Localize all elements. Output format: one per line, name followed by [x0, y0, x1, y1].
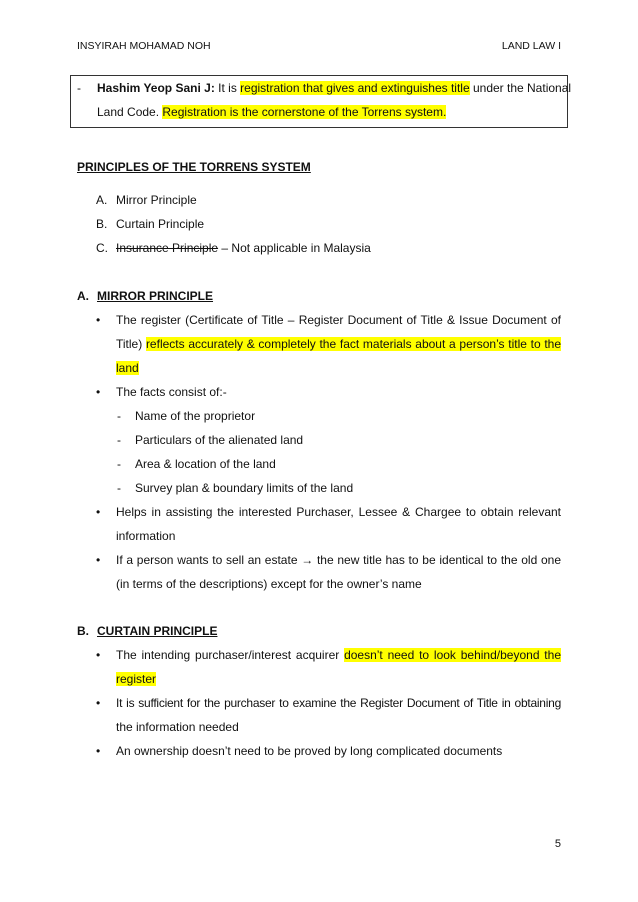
- curtain-b1-highlight: doesn’t need to look behind/beyond the: [344, 648, 561, 662]
- quote-box: [70, 75, 572, 128]
- mirror-b1-highlight-end: land: [116, 361, 139, 375]
- mirror-b1-line2: [116, 337, 561, 351]
- mirror-b4-line1: [116, 553, 561, 567]
- fact-dash: -: [117, 409, 121, 423]
- principle-curtain: Curtain Principle: [116, 217, 205, 231]
- fact-dash: -: [117, 481, 121, 495]
- mirror-b4-pre: If a person wants to sell an estate: [116, 553, 302, 567]
- quote-pre: It is: [214, 81, 241, 95]
- fact-item: Particulars of the alienated land: [135, 433, 304, 447]
- bullet: •: [96, 696, 101, 710]
- quote-highlight-2: Registration is the cornerstone of the Torrens system.: [162, 105, 447, 119]
- principle-marker-c: C.: [96, 241, 108, 255]
- header-course: LAND LAW I: [501, 40, 561, 52]
- fact-item: Survey plan & boundary limits of the land: [135, 481, 354, 495]
- curtain-b1-pre: The intending purchaser/interest acquirer: [116, 648, 345, 662]
- mirror-b3-line2: information: [116, 529, 176, 543]
- quote-dash: -: [77, 81, 81, 95]
- mirror-b4-post: the new title has to be identical to the old one: [313, 553, 561, 567]
- principle-insurance: [116, 241, 371, 255]
- curtain-b1-line2: [116, 672, 156, 686]
- curtain-b2-line2: the information needed: [116, 720, 239, 734]
- fact-item: Name of the proprietor: [135, 409, 256, 423]
- curtain-b3: An ownership doesn’t need to be proved by long complicated documents: [116, 744, 503, 758]
- quote-highlight-1: registration that gives and extinguishes title: [240, 81, 470, 95]
- curtain-b1-line1: [116, 648, 561, 662]
- mirror-b4-line2: (in terms of the descriptions) except for the owner’s name: [116, 577, 422, 591]
- quote-post: under the National: [469, 81, 572, 95]
- mirror-b2: The facts consist of:-: [116, 385, 227, 399]
- curtain-title: CURTAIN PRINCIPLE: [97, 624, 218, 638]
- mirror-marker: A.: [77, 289, 89, 303]
- principle-marker-b: B.: [96, 217, 108, 231]
- bullet: •: [96, 744, 101, 758]
- mirror-b1-highlight: reflects accurately & completely the fact materials about a person’s title to the: [145, 337, 561, 351]
- bullet: •: [96, 648, 101, 662]
- quote-line2-pre: Land Code.: [97, 105, 163, 119]
- principle-mirror: Mirror Principle: [116, 193, 197, 207]
- principles-title: PRINCIPLES OF THE TORRENS SYSTEM: [77, 160, 311, 174]
- bullet: •: [96, 313, 101, 327]
- mirror-b1-line3: [116, 361, 139, 375]
- mirror-title: MIRROR PRINCIPLE: [97, 289, 214, 303]
- page-number: 5: [554, 838, 561, 850]
- quote-line-2: [97, 105, 446, 119]
- fact-item: Area & location of the land: [135, 457, 276, 471]
- mirror-b1-line1: The register (Certificate of Title – Register Document of Title & Issue Document of: [116, 313, 561, 327]
- arrow-right-icon: →: [301, 553, 314, 567]
- bullet: •: [96, 553, 101, 567]
- curtain-b2-line1: It is sufficient for the purchaser to examine the Register Document of Title in obtaining: [116, 696, 561, 710]
- curtain-marker: B.: [77, 624, 89, 638]
- quote-line-1: [97, 81, 571, 95]
- bullet: •: [96, 505, 101, 519]
- quote-speaker: Hashim Yeop Sani J:: [97, 81, 215, 95]
- struck-text: Insurance Principle: [116, 241, 219, 255]
- fact-dash: -: [117, 433, 121, 447]
- curtain-b1-highlight-end: register: [116, 672, 157, 686]
- mirror-b1-pre: Title): [116, 337, 146, 351]
- insurance-note: – Not applicable in Malaysia: [218, 241, 371, 255]
- header-author: INSYIRAH MOHAMAD NOH: [77, 40, 211, 52]
- mirror-b3-line1: Helps in assisting the interested Purchaser, Lessee & Chargee to obtain relevant: [116, 505, 561, 519]
- bullet: •: [96, 385, 101, 399]
- principle-marker-a: A.: [96, 193, 108, 207]
- fact-dash: -: [117, 457, 121, 471]
